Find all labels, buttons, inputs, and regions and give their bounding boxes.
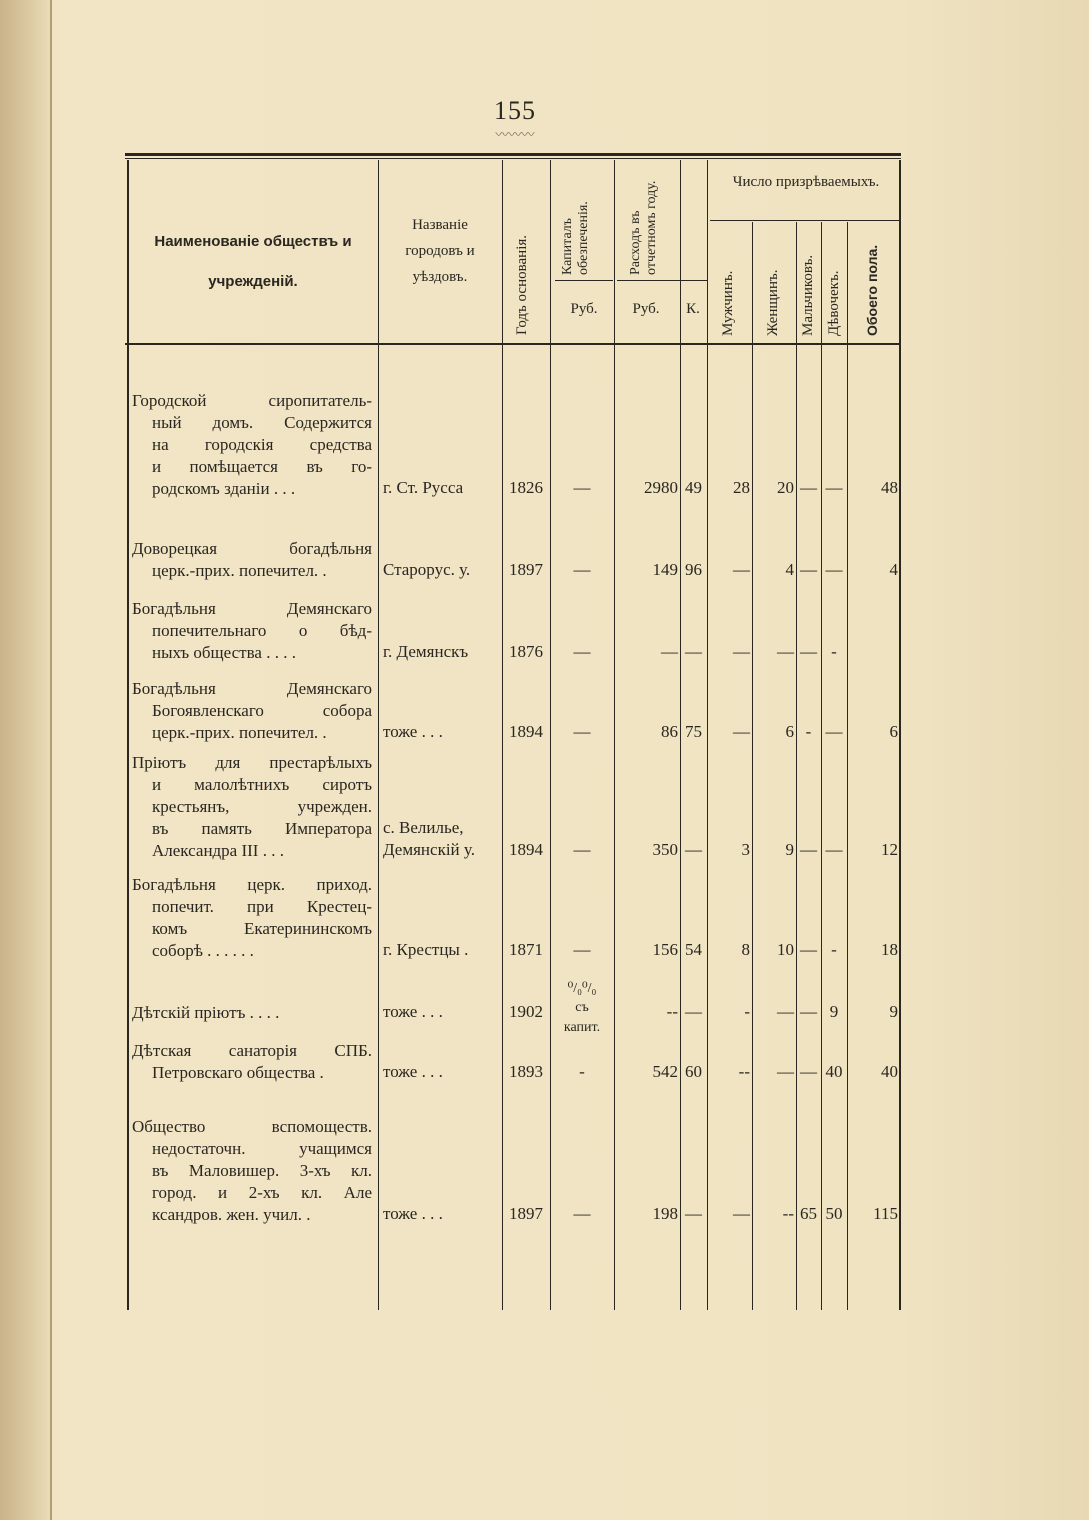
page-number: 155 [494, 96, 536, 125]
institution-name-line: попечит. при Крестец- [152, 897, 372, 916]
city-cell: г. Демянскъ [383, 642, 469, 661]
kop-cell: — [685, 642, 702, 661]
kop-cell: 96 [685, 560, 702, 579]
institution-name [132, 598, 372, 664]
col-divider [502, 160, 503, 1310]
institution-name-line: и помѣщается въ го- [152, 457, 372, 476]
institution-name-line: соборѣ . . . . . . [152, 941, 254, 960]
institution-name-line: попечительнаго о бѣд- [152, 621, 372, 640]
capital-cell: — [573, 560, 591, 579]
institution-name-line: Доворецкая богадѣльня [132, 539, 372, 558]
men-cell: 8 [741, 940, 750, 959]
girls-cell: — [825, 722, 843, 741]
year-cell: 1897 [509, 560, 543, 579]
capital-cell: — [573, 840, 591, 859]
women-cell: — [777, 1062, 794, 1081]
rub-cell: — [661, 642, 678, 661]
header-girls: Дѣвочекъ. [826, 270, 842, 336]
total-cell: 115 [873, 1204, 898, 1223]
boys-cell: - [805, 722, 812, 741]
institution-name-line: Дѣтская санаторія СПБ. [132, 1041, 372, 1060]
institution-name-line: комъ Екатерининскомъ [152, 919, 372, 938]
year-cell: 1897 [509, 1204, 543, 1223]
rub-cell: 542 [652, 1062, 678, 1081]
kop-cell: 54 [685, 940, 702, 959]
women-cell: — [777, 1002, 794, 1021]
girls-cell: 9 [829, 1002, 839, 1021]
subheader-rule [710, 220, 900, 221]
header-bottom-rule [125, 343, 901, 345]
header-expense-kop: К. [686, 301, 700, 317]
city-cell: тоже . . . [383, 722, 443, 741]
institution-name-line: церк.-прих. попечител. . [152, 561, 327, 580]
kop-cell: 60 [685, 1062, 702, 1081]
men-cell: 28 [733, 478, 750, 497]
women-cell: 9 [785, 840, 794, 859]
col-divider [821, 222, 822, 1310]
institution-name-line: Александра III . . . [152, 841, 284, 860]
total-cell: 9 [889, 1002, 898, 1021]
city-cell: г. Крестцы . [383, 940, 469, 959]
women-cell: 4 [785, 560, 794, 579]
women-cell: 10 [777, 940, 794, 959]
header-name: Наименованіе обществъ и учрежденій. [154, 233, 352, 290]
institution-name-line: въ память Императора [152, 819, 372, 838]
women-cell: -- [782, 1204, 794, 1223]
rub-cell: 86 [661, 722, 678, 741]
col-divider [378, 160, 379, 1310]
girls-cell: — [825, 478, 843, 497]
year-cell: 1902 [509, 1002, 543, 1021]
girls-cell: - [831, 940, 837, 959]
col-divider [796, 222, 797, 1310]
institution-name [132, 874, 372, 962]
men-cell: — [733, 722, 750, 741]
kop-cell: 75 [685, 722, 702, 741]
boys-cell: — [800, 940, 817, 959]
col-divider [847, 222, 848, 1310]
capital-cell: — [573, 1204, 591, 1223]
institution-name [132, 1002, 372, 1024]
men-cell: — [733, 560, 750, 579]
boys-cell: — [800, 642, 817, 661]
header-total: Обоего пола. [864, 244, 880, 336]
rub-cell: 198 [652, 1204, 678, 1223]
institution-name-line: Петровскаго общества . [152, 1063, 324, 1082]
city-cell: тоже . . . [383, 1204, 443, 1223]
total-cell: 40 [881, 1062, 898, 1081]
header-city: Названіе городовъ и уѣздовъ. [405, 217, 475, 285]
rub-cell: 149 [652, 560, 678, 579]
col-divider [550, 160, 551, 1310]
header-boys: Мальчиковъ. [800, 254, 816, 336]
institution-name-line: Богадѣльня церк. приход. [132, 875, 372, 894]
men-cell: -- [738, 1062, 750, 1081]
col-divider [127, 160, 129, 1310]
header-women: Женщинъ. [765, 269, 781, 336]
col-divider [752, 222, 753, 1310]
institution-name-line: на городскія средства [152, 435, 372, 454]
institution-name-line: город. и 2-хъ кл. Але [152, 1183, 372, 1202]
girls-cell: — [825, 560, 843, 579]
city-cell: с. Велилье, [383, 818, 464, 837]
institution-name-line: Пріютъ для престарѣлыхъ [132, 753, 372, 772]
boys-cell: — [800, 560, 817, 579]
kop-cell: — [685, 1204, 702, 1223]
institution-name-line: Городской сиропитатель- [132, 391, 372, 410]
city-cell: тоже . . . [383, 1002, 443, 1021]
boys-cell: — [800, 1062, 817, 1081]
boys-cell: — [800, 1002, 817, 1021]
rub-cell: 156 [652, 940, 678, 959]
boys-cell: — [800, 840, 817, 859]
total-cell: 4 [889, 560, 898, 579]
institution-name-line: родскомъ зданіи . . . [152, 479, 296, 498]
women-cell: 6 [785, 722, 794, 741]
institution-name [132, 752, 372, 862]
city-cell: г. Ст. Русса [383, 478, 464, 497]
capital-cell: — [573, 722, 591, 741]
men-cell: 3 [741, 840, 750, 859]
total-cell: 12 [881, 840, 898, 859]
institution-name [132, 538, 372, 582]
year-cell: 1826 [509, 478, 543, 497]
kop-cell: 49 [685, 478, 702, 497]
book-binding [0, 0, 52, 1520]
men-cell: — [733, 642, 750, 661]
kop-cell: — [685, 1002, 702, 1021]
institution-name [132, 1116, 372, 1226]
institution-name-line: Богадѣльня Демянскаго [132, 599, 372, 618]
year-cell: 1893 [509, 1062, 543, 1081]
col-divider [899, 160, 901, 1310]
rub-cell: -- [666, 1002, 678, 1021]
institution-name-line: ный домъ. Содержится [152, 413, 372, 432]
boys-cell: 65 [800, 1204, 817, 1223]
institution-name-line: ныхъ общества . . . . [152, 643, 296, 662]
capital-cell: — [573, 940, 591, 959]
boys-cell: — [800, 478, 817, 497]
institution-name [132, 1040, 372, 1084]
col-divider [614, 160, 615, 1310]
header-count-group: Число призрѣваемыхъ. [732, 174, 880, 190]
header-year: Годъ основанія. [514, 234, 530, 335]
year-cell: 1871 [509, 940, 543, 959]
col-divider [707, 160, 708, 1310]
capital-cell: — [573, 642, 591, 661]
institution-name-line: въ Маловишер. 3-хъ кл. [152, 1161, 372, 1180]
institution-name [132, 678, 372, 744]
expense-sub-rule [617, 280, 707, 281]
kop-cell: — [685, 840, 702, 859]
institution-name-line: ксандров. жен. учил. . [152, 1205, 311, 1224]
institution-name-line: Общество вспомоществ. [132, 1117, 372, 1136]
table-top-rule [125, 153, 901, 156]
women-cell: 20 [777, 478, 794, 497]
institution-name [132, 390, 372, 500]
girls-cell: — [825, 840, 843, 859]
total-cell: 18 [881, 940, 898, 959]
men-cell: - [744, 1002, 750, 1021]
girls-cell: - [831, 642, 837, 661]
year-cell: 1894 [509, 722, 543, 741]
institution-name-line: Богадѣльня Демянскаго [132, 679, 372, 698]
city-cell: тоже . . . [383, 1062, 443, 1081]
institution-name-line: недостаточн. учащимся [152, 1139, 372, 1158]
girls-cell: 50 [825, 1204, 843, 1223]
header-men: Мужчинъ. [720, 270, 736, 336]
header-expense-rub: Руб. [632, 301, 660, 317]
rub-cell: 350 [652, 840, 678, 859]
institution-name-line: и малолѣтнихъ сиротъ [152, 775, 372, 794]
capital-sub-rule [555, 280, 613, 281]
institution-name-line: Богоявленскаго собора [152, 701, 372, 720]
capital-cell: ⁰/₀⁰/₀ [567, 981, 597, 996]
capital-cell: — [573, 478, 591, 497]
header-capital: Капиталъ обезпеченія. [560, 201, 591, 275]
girls-cell: 40 [825, 1062, 843, 1081]
year-cell: 1876 [509, 642, 543, 661]
table-top-rule-thin [125, 158, 901, 159]
institution-name-line: крестьянъ, учрежден. [152, 797, 372, 816]
city-cell: Старорус. у. [383, 560, 471, 579]
women-cell: — [777, 642, 794, 661]
capital-cell: капит. [563, 1020, 601, 1035]
capital-cell: - [579, 1062, 585, 1081]
rub-cell: 2980 [644, 478, 678, 497]
header-expense: Расходъ въ отчетномъ году. [628, 180, 659, 275]
page-number-ornament: 〰〰〰 [495, 128, 535, 143]
capital-cell: съ [575, 1000, 589, 1015]
total-cell: 6 [889, 722, 898, 741]
men-cell: — [733, 1204, 750, 1223]
institution-name-line: Дѣтскій пріютъ . . . . [132, 1003, 280, 1022]
institution-name-line: церк.-прих. попечител. . [152, 723, 327, 742]
year-cell: 1894 [509, 840, 543, 859]
city-cell: Демянскій у. [383, 840, 475, 859]
header-capital-unit: Руб. [570, 301, 598, 317]
total-cell: 48 [881, 478, 898, 497]
